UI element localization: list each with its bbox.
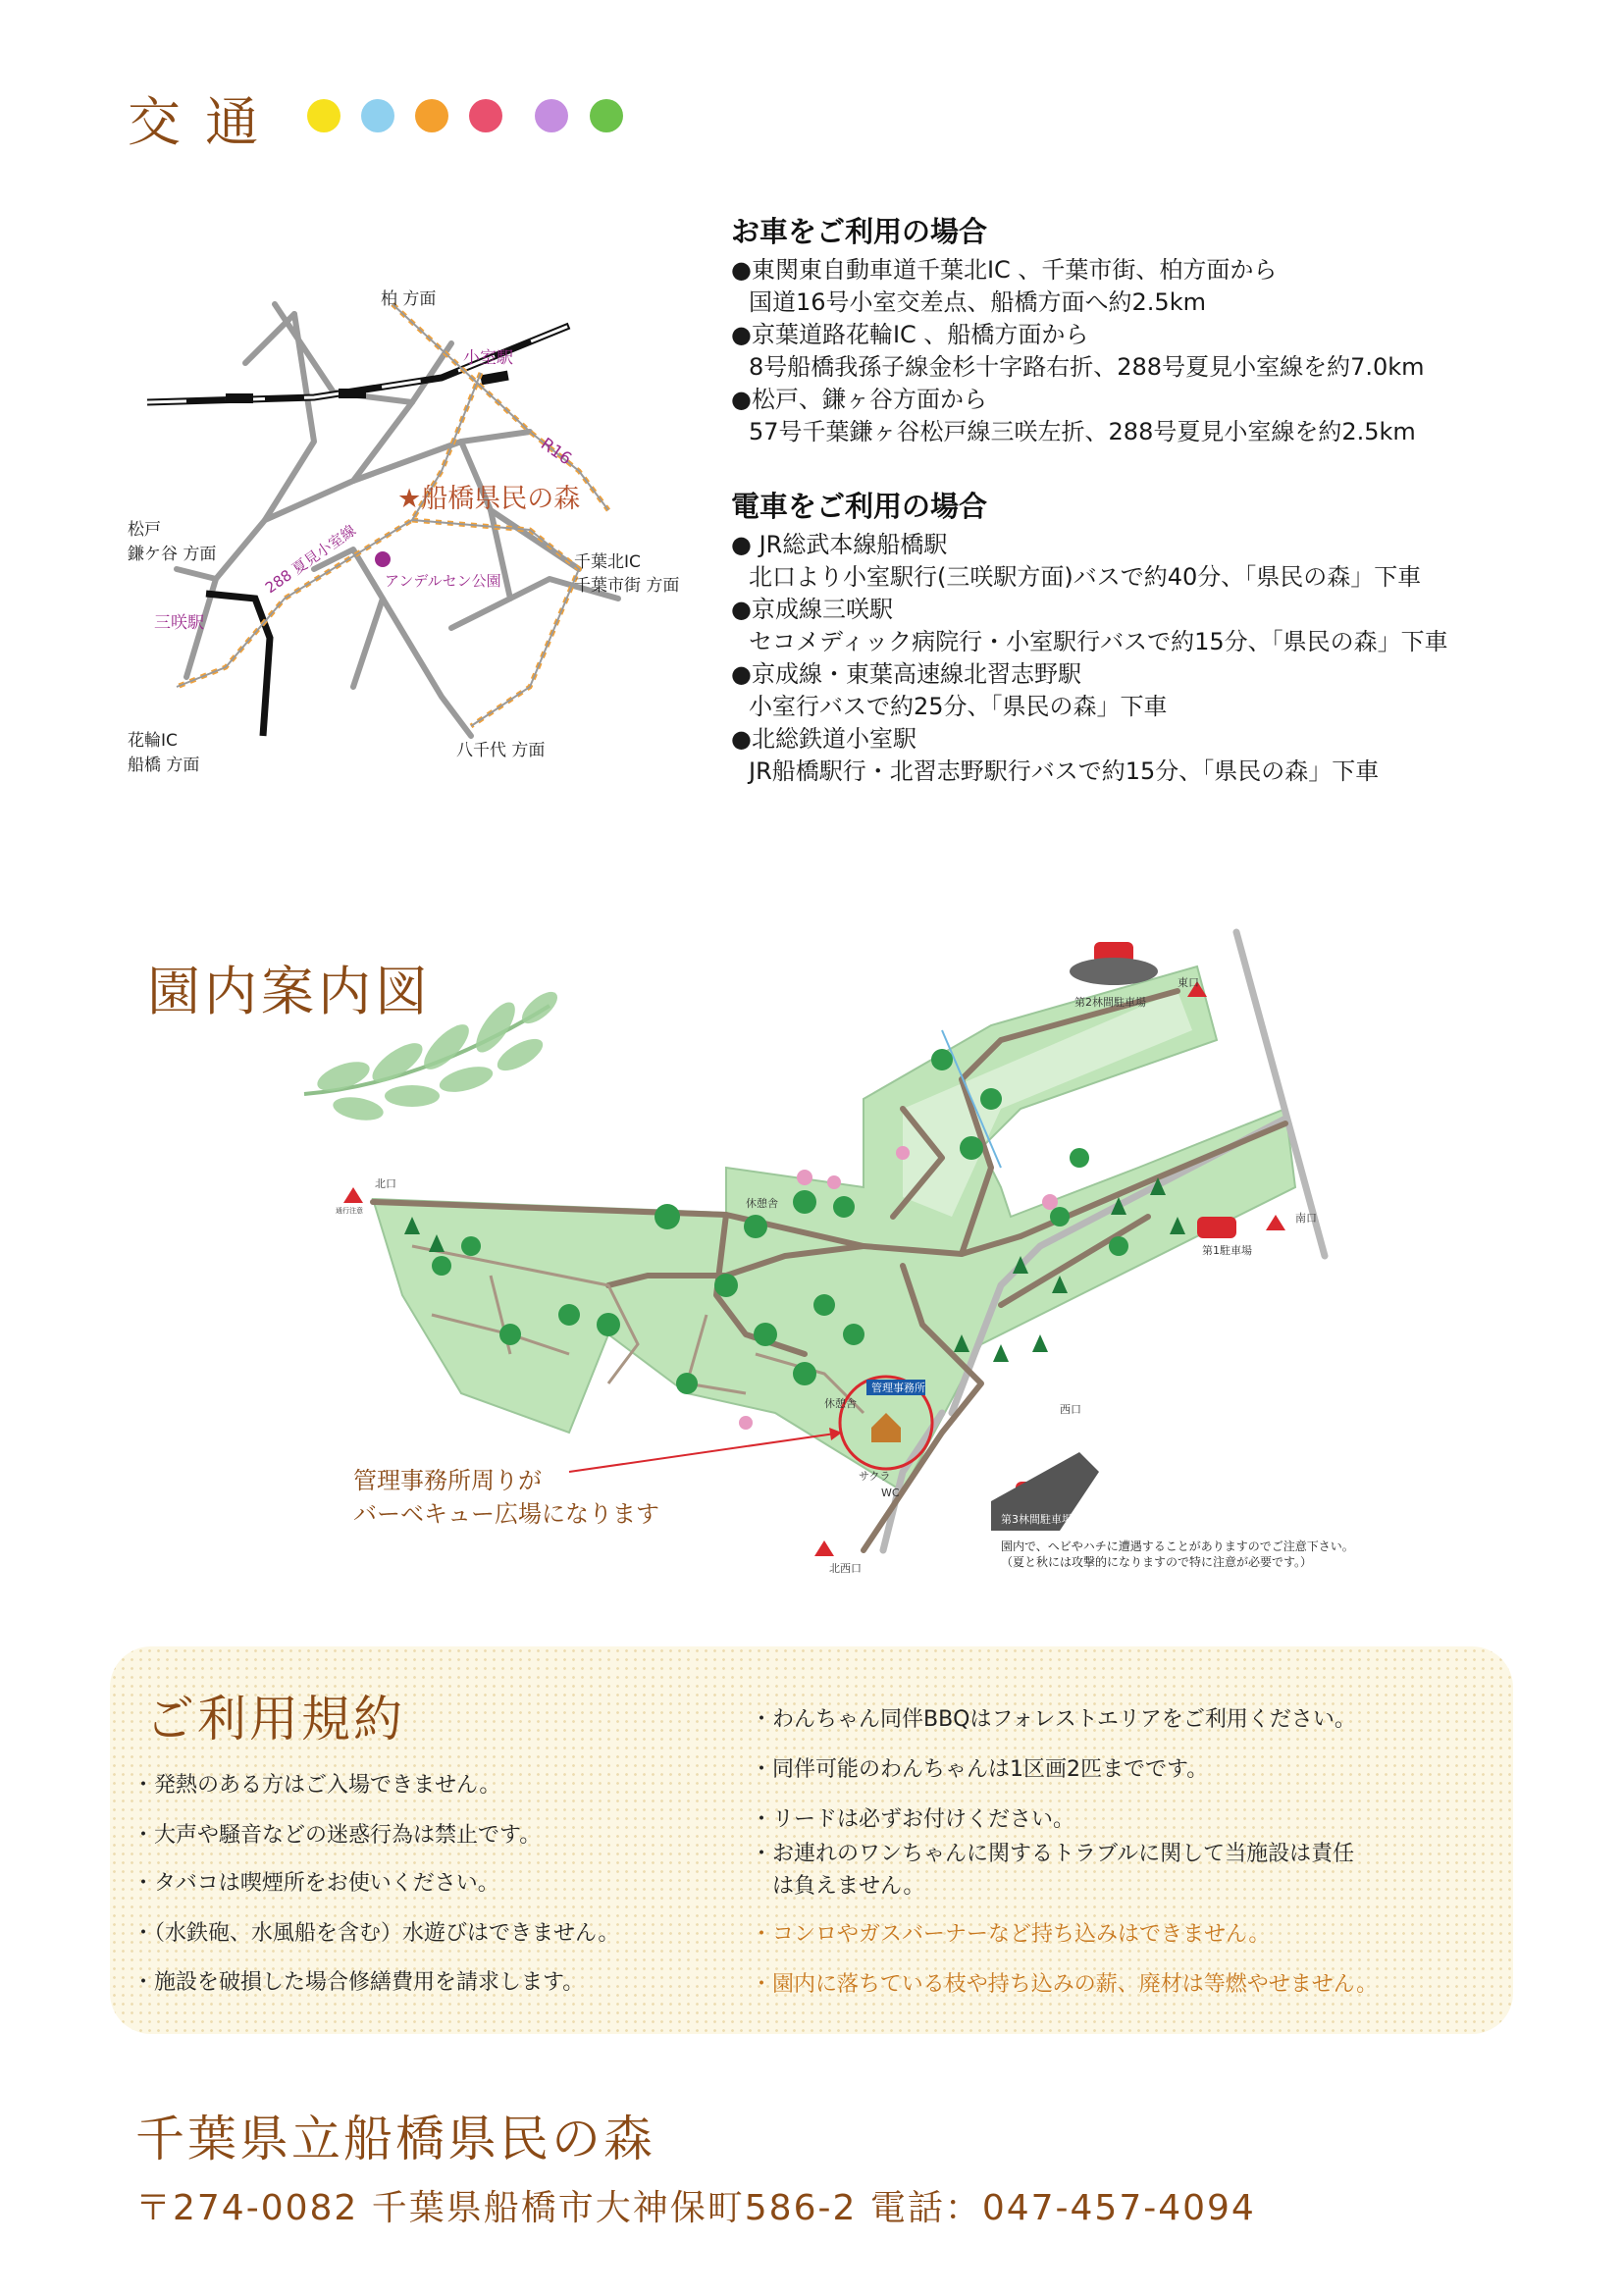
color-dot [361, 99, 394, 132]
park-note-line2: （夏と秋には攻撃的になりますので特に注意が必要です。） [1001, 1555, 1313, 1569]
facility-name: 千葉県立船橋県民の森 [135, 2111, 655, 2167]
train-line: セコメディック病院行・小室駅行バスで約15分、「県民の森」下車 [749, 628, 1448, 655]
train-directions [731, 485, 1595, 788]
access-heading: 交 通 [128, 91, 263, 153]
park-label-rest2: 休憩舎 [824, 1397, 857, 1410]
park-label-sakura: サクラ [859, 1470, 891, 1483]
facility-address: 〒274-0082 千葉県船橋市大神保町586-2 電話：047-457-4094 [135, 2188, 1256, 2228]
map-label-sakisaki: 三咲駅 [154, 613, 204, 633]
train-line: 小室行バスで約25分、「県民の森」下車 [749, 693, 1168, 720]
rule-item: ・お連れのワンちゃんに関するトラブルに関して当施設は責任 [751, 1842, 1355, 1866]
color-dot [307, 99, 340, 132]
map-label-route288: 288 夏見小室線 [261, 521, 360, 598]
train-line: ●京成線・東葉高速線北習志野駅 [731, 660, 1081, 688]
rule-item-warning: ・園内に落ちている枝や持ち込みの薪、廃材は等燃やせません。 [751, 1972, 1379, 1997]
rule-item: は負えません。 [751, 1874, 925, 1899]
map-label-kashiwa: 柏 方面 [381, 289, 437, 309]
map-label-komuro-station: 小室駅 [463, 348, 513, 368]
rule-item: ・（水鉄砲、水風船を含む）水遊びはできません。 [132, 1921, 620, 1946]
park-label-warning: 通行注意 [336, 1207, 363, 1215]
train-line: 北口より小室駅行(三咲駅方面)バスで約40分、「県民の森」下車 [749, 563, 1422, 591]
bbq-callout-line: 管理事務所周りが [353, 1467, 542, 1494]
map-label-yachiyo: 八千代 方面 [456, 741, 546, 760]
map-label-forest: ★船橋県民の森 [397, 484, 581, 514]
rule-item: ・施設を破損した場合修繕費用を請求します。 [132, 1970, 585, 1995]
car-directions [731, 210, 1595, 448]
rule-item: ・リードは必ずお付けください。 [751, 1807, 1075, 1832]
rule-item: ・発熱のある方はご入場できません。 [132, 1773, 501, 1798]
park-label-east-gate: 東口 [1178, 976, 1199, 989]
car-line: 57号千葉鎌ヶ谷松戸線三咲左折、288号夏見小室線を約2.5km [749, 418, 1416, 445]
car-line: ●京葉道路花輪IC 、船橋方面から [731, 321, 1089, 348]
color-dot [590, 99, 623, 132]
map-label-hanawa: 花輪IC [128, 731, 178, 751]
map-label-chiba-city: 千葉市街 方面 [574, 576, 680, 596]
park-label-parking3: 第3林間駐車場 [1001, 1513, 1073, 1526]
map-label-kamagaya: 鎌ケ谷 方面 [128, 545, 217, 564]
train-title: 電車をご利用の場合 [731, 490, 988, 523]
car-line: ●東関東自動車道千葉北IC 、千葉市街、柏方面から [731, 256, 1278, 284]
map-label-r16: R16 [537, 434, 576, 470]
park-label-north-gate: 北口 [375, 1177, 396, 1190]
rules-heading: ご利用規約 [145, 1691, 405, 1748]
rule-item: ・タバコは喫煙所をお使いください。 [132, 1871, 499, 1896]
train-line: JR船橋駅行・北習志野駅行バスで約15分、「県民の森」下車 [749, 757, 1380, 785]
map-label-matsudo: 松戸 [128, 520, 161, 540]
park-note-line1: 園内で、ヘビやハチに遭遇することがありますのでご注意下さい。 [1001, 1539, 1354, 1553]
park-map-heading: 園内案内図 [147, 961, 432, 1022]
car-line: 8号船橋我孫子線金杉十字路右折、288号夏見小室線を約7.0km [749, 353, 1425, 381]
park-label-west-gate: 西口 [1060, 1403, 1081, 1416]
rule-item: ・わんちゃん同伴BBQはフォレストエリアをご利用ください。 [751, 1707, 1356, 1732]
train-line: ● JR総武本線船橋駅 [731, 531, 948, 558]
color-dot [469, 99, 502, 132]
car-line: ●松戸、鎌ヶ谷方面から [731, 386, 987, 413]
park-label-office: 管理事務所 [871, 1382, 925, 1394]
train-line: ●北総鉄道小室駅 [731, 725, 916, 753]
color-dot [415, 99, 448, 132]
map-label-chiba-kita: 千葉北IC [574, 552, 641, 572]
map-label-funabashi: 船橋 方面 [128, 756, 200, 775]
bbq-callout-line: バーベキュー広場になります [353, 1500, 659, 1528]
train-line: ●京成線三咲駅 [731, 596, 893, 623]
rule-item: ・同伴可能のわんちゃんは1区画2匹までです。 [751, 1757, 1209, 1782]
park-label-northwest-gate: 北西口 [829, 1562, 862, 1575]
color-dot [535, 99, 568, 132]
park-label-rest1: 休憩舎 [746, 1197, 778, 1210]
car-line: 国道16号小室交差点、船橋方面へ約2.5km [749, 288, 1206, 316]
park-label-south-gate: 南口 [1295, 1212, 1317, 1225]
bbq-callout [353, 1464, 659, 1531]
rule-item: ・大声や騒音などの迷惑行為は禁止です。 [132, 1823, 542, 1848]
park-label-parking1: 第1駐車場 [1202, 1244, 1252, 1257]
park-label-parking2: 第2林間駐車場 [1074, 996, 1146, 1009]
park-label-wc: WC [881, 1487, 900, 1499]
car-title: お車をご利用の場合 [731, 215, 988, 248]
rule-item-warning: ・コンロやガスバーナーなど持ち込みはできません。 [751, 1922, 1271, 1947]
map-label-andersen: アンデルセン公園 [385, 572, 501, 590]
route-map [118, 275, 707, 785]
